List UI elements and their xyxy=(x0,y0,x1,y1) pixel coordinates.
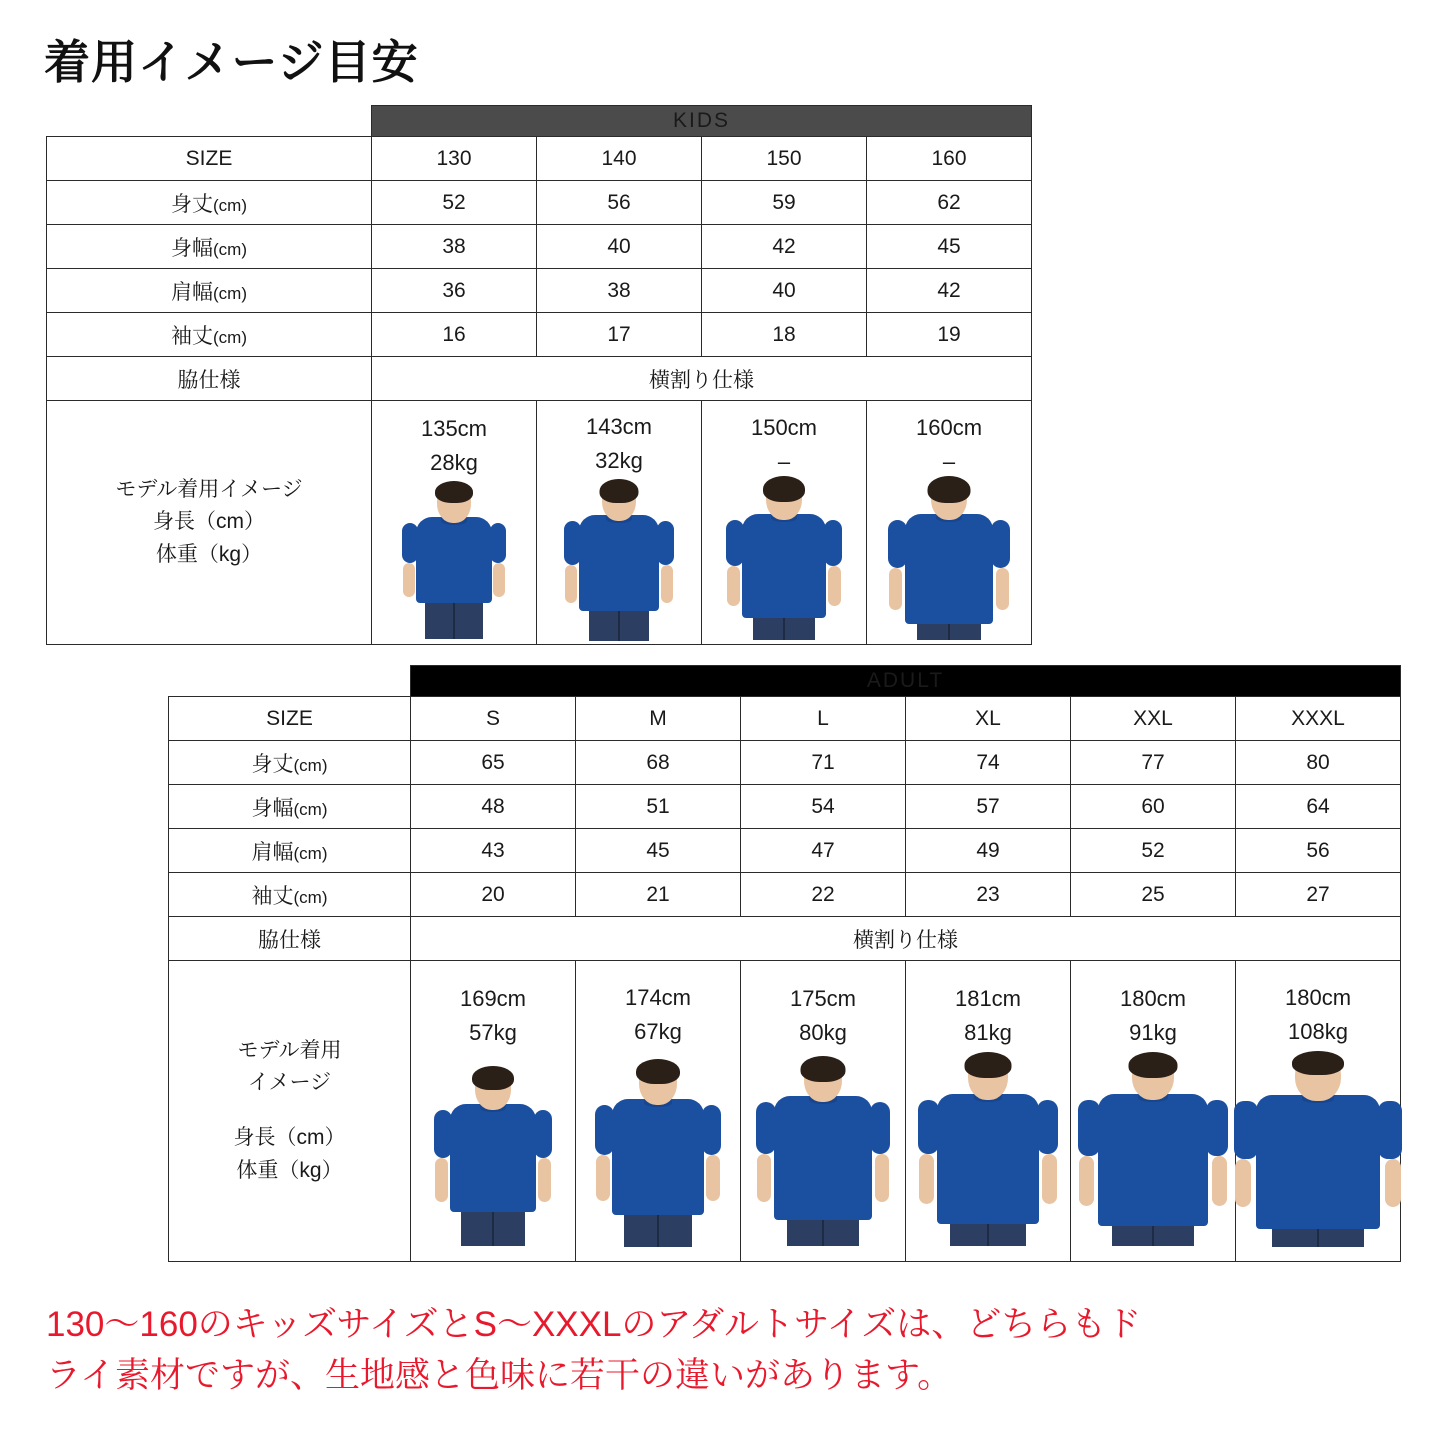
adult-row-label-length: 身丈(cm) xyxy=(169,741,411,785)
kids-row-label-width: 身幅(cm) xyxy=(47,225,372,269)
adult-model-height: 174cm xyxy=(624,985,692,1011)
kids-model-row xyxy=(47,401,1032,645)
adult-shoulder-cell: 56 xyxy=(1236,829,1401,873)
kids-width-cell: 38 xyxy=(372,225,537,269)
adult-width-cell: 51 xyxy=(576,785,741,829)
kids-width-row xyxy=(47,225,1032,269)
adult-model-weight: 67kg xyxy=(634,1019,682,1044)
adult-model-weight: 80kg xyxy=(799,1020,847,1045)
adult-length-cell: 74 xyxy=(906,741,1071,785)
adult-length-cell: 80 xyxy=(1236,741,1401,785)
kids-sidespec-value: 横割り仕様 xyxy=(372,357,1032,401)
adult-row-label-width: 身幅(cm) xyxy=(169,785,411,829)
adult-model-cell xyxy=(906,961,1071,1262)
model-illustration xyxy=(1236,1051,1400,1247)
kids-banner: KIDS xyxy=(372,106,1032,137)
adult-sleeve-cell: 23 xyxy=(906,873,1071,917)
adult-model-height: 180cm xyxy=(1284,985,1352,1011)
kids-length-row xyxy=(47,181,1032,225)
adult-shoulder-cell: 49 xyxy=(906,829,1071,873)
adult-model-weight: 91kg xyxy=(1129,1020,1177,1045)
adult-size-table xyxy=(168,665,1401,1262)
kids-size-row xyxy=(47,137,1032,181)
kids-row-label-shoulder: 肩幅(cm) xyxy=(47,269,372,313)
adult-length-row xyxy=(169,741,1401,785)
adult-shoulder-cell: 43 xyxy=(411,829,576,873)
kids-model-cell xyxy=(867,401,1032,645)
adult-size-cell: XXL xyxy=(1071,697,1236,741)
adult-shoulder-cell: 52 xyxy=(1071,829,1236,873)
adult-model-weight: 81kg xyxy=(964,1020,1012,1045)
adult-sleeve-cell: 25 xyxy=(1071,873,1236,917)
adult-size-cell: XXXL xyxy=(1236,697,1401,741)
kids-model-height: 143cm xyxy=(585,413,653,439)
model-illustration xyxy=(906,1052,1070,1246)
adult-width-cell: 64 xyxy=(1236,785,1401,829)
model-illustration xyxy=(702,476,866,640)
adult-length-cell: 71 xyxy=(741,741,906,785)
footer-note xyxy=(46,1300,1406,1402)
model-illustration xyxy=(411,1066,575,1246)
kids-width-cell: 42 xyxy=(702,225,867,269)
adult-model-height: 180cm xyxy=(1119,986,1187,1012)
kids-size-cell: 140 xyxy=(537,137,702,181)
kids-model-height: 150cm xyxy=(750,414,818,440)
kids-sleeve-cell: 16 xyxy=(372,313,537,357)
kids-row-label-sleeve: 袖丈(cm) xyxy=(47,313,372,357)
adult-model-height: 175cm xyxy=(789,986,857,1012)
kids-model-weight: 32kg xyxy=(595,447,643,473)
kids-width-cell: 45 xyxy=(867,225,1032,269)
kids-length-cell: 56 xyxy=(537,181,702,225)
adult-length-cell: 65 xyxy=(411,741,576,785)
adult-row-label-model: モデル着用 イメージ 身長（cm） 体重（kg） xyxy=(169,961,411,1262)
kids-banner-row xyxy=(47,106,1032,137)
kids-sleeve-cell: 17 xyxy=(537,313,702,357)
adult-sleeve-cell: 27 xyxy=(1236,873,1401,917)
kids-model-weight: – xyxy=(777,448,791,474)
model-illustration xyxy=(741,1056,905,1246)
kids-model-height: 135cm xyxy=(420,415,488,441)
kids-sleeve-row xyxy=(47,313,1032,357)
footer-note-line2: ライ素材ですが、生地感と色味に若干の違いがあります。 xyxy=(46,1355,953,1395)
adult-shoulder-cell: 45 xyxy=(576,829,741,873)
adult-model-row xyxy=(169,961,1401,1262)
kids-sleeve-cell: 19 xyxy=(867,313,1032,357)
adult-model-cell xyxy=(576,961,741,1262)
adult-size-row xyxy=(169,697,1401,741)
kids-length-cell: 52 xyxy=(372,181,537,225)
adult-model-cell xyxy=(1071,961,1236,1262)
footer-note-line1: 130〜160のキッズサイズとS〜XXXLのアダルトサイズは、どちらもド xyxy=(46,1305,1142,1344)
adult-width-row xyxy=(169,785,1401,829)
model-illustration xyxy=(576,1059,740,1247)
page-title: 着用イメージ目安 xyxy=(44,36,419,88)
adult-size-cell: M xyxy=(576,697,741,741)
kids-length-cell: 59 xyxy=(702,181,867,225)
kids-size-cell: 160 xyxy=(867,137,1032,181)
model-illustration xyxy=(867,476,1031,640)
kids-model-cell xyxy=(372,401,537,645)
kids-width-cell: 40 xyxy=(537,225,702,269)
adult-sleeve-cell: 20 xyxy=(411,873,576,917)
kids-size-table xyxy=(46,105,1032,645)
model-illustration xyxy=(372,481,536,639)
adult-banner-row xyxy=(169,666,1401,697)
adult-size-cell: XL xyxy=(906,697,1071,741)
adult-size-cell: S xyxy=(411,697,576,741)
adult-row-label-size: SIZE xyxy=(169,697,411,741)
adult-model-cell xyxy=(1236,961,1401,1262)
kids-model-height: 160cm xyxy=(915,414,983,440)
adult-model-height: 169cm xyxy=(459,986,527,1012)
adult-banner-spacer xyxy=(169,666,411,697)
kids-row-label-sidespec: 脇仕様 xyxy=(47,357,372,401)
kids-model-weight: – xyxy=(942,448,956,474)
adult-sidespec-row xyxy=(169,917,1401,961)
kids-model-cell xyxy=(702,401,867,645)
adult-model-cell xyxy=(741,961,906,1262)
kids-row-label-model: モデル着用イメージ 身長（cm） 体重（kg） xyxy=(47,401,372,645)
kids-model-cell xyxy=(537,401,702,645)
kids-size-cell: 130 xyxy=(372,137,537,181)
adult-sidespec-value: 横割り仕様 xyxy=(411,917,1401,961)
adult-sleeve-cell: 22 xyxy=(741,873,906,917)
adult-model-weight: 57kg xyxy=(469,1020,517,1045)
adult-model-cell xyxy=(411,961,576,1262)
kids-shoulder-cell: 42 xyxy=(867,269,1032,313)
adult-row-label-shoulder: 肩幅(cm) xyxy=(169,829,411,873)
kids-shoulder-cell: 40 xyxy=(702,269,867,313)
adult-shoulder-cell: 47 xyxy=(741,829,906,873)
kids-shoulder-row xyxy=(47,269,1032,313)
adult-sleeve-cell: 21 xyxy=(576,873,741,917)
kids-row-label-length: 身丈(cm) xyxy=(47,181,372,225)
adult-width-cell: 57 xyxy=(906,785,1071,829)
adult-length-cell: 68 xyxy=(576,741,741,785)
adult-shoulder-row xyxy=(169,829,1401,873)
adult-model-height: 181cm xyxy=(954,986,1022,1012)
adult-sleeve-row xyxy=(169,873,1401,917)
model-illustration xyxy=(537,479,701,641)
kids-model-weight: 28kg xyxy=(430,449,478,475)
kids-length-cell: 62 xyxy=(867,181,1032,225)
adult-banner: ADULT xyxy=(411,666,1401,697)
adult-row-label-sleeve: 袖丈(cm) xyxy=(169,873,411,917)
kids-banner-spacer xyxy=(47,106,372,137)
adult-length-cell: 77 xyxy=(1071,741,1236,785)
kids-shoulder-cell: 38 xyxy=(537,269,702,313)
adult-width-cell: 54 xyxy=(741,785,906,829)
adult-model-weight: 108kg xyxy=(1288,1019,1348,1044)
adult-row-label-sidespec: 脇仕様 xyxy=(169,917,411,961)
adult-width-cell: 60 xyxy=(1071,785,1236,829)
kids-sidespec-row xyxy=(47,357,1032,401)
kids-row-label-size: SIZE xyxy=(47,137,372,181)
adult-size-cell: L xyxy=(741,697,906,741)
kids-sleeve-cell: 18 xyxy=(702,313,867,357)
kids-size-cell: 150 xyxy=(702,137,867,181)
kids-shoulder-cell: 36 xyxy=(372,269,537,313)
adult-width-cell: 48 xyxy=(411,785,576,829)
model-illustration xyxy=(1071,1052,1235,1246)
